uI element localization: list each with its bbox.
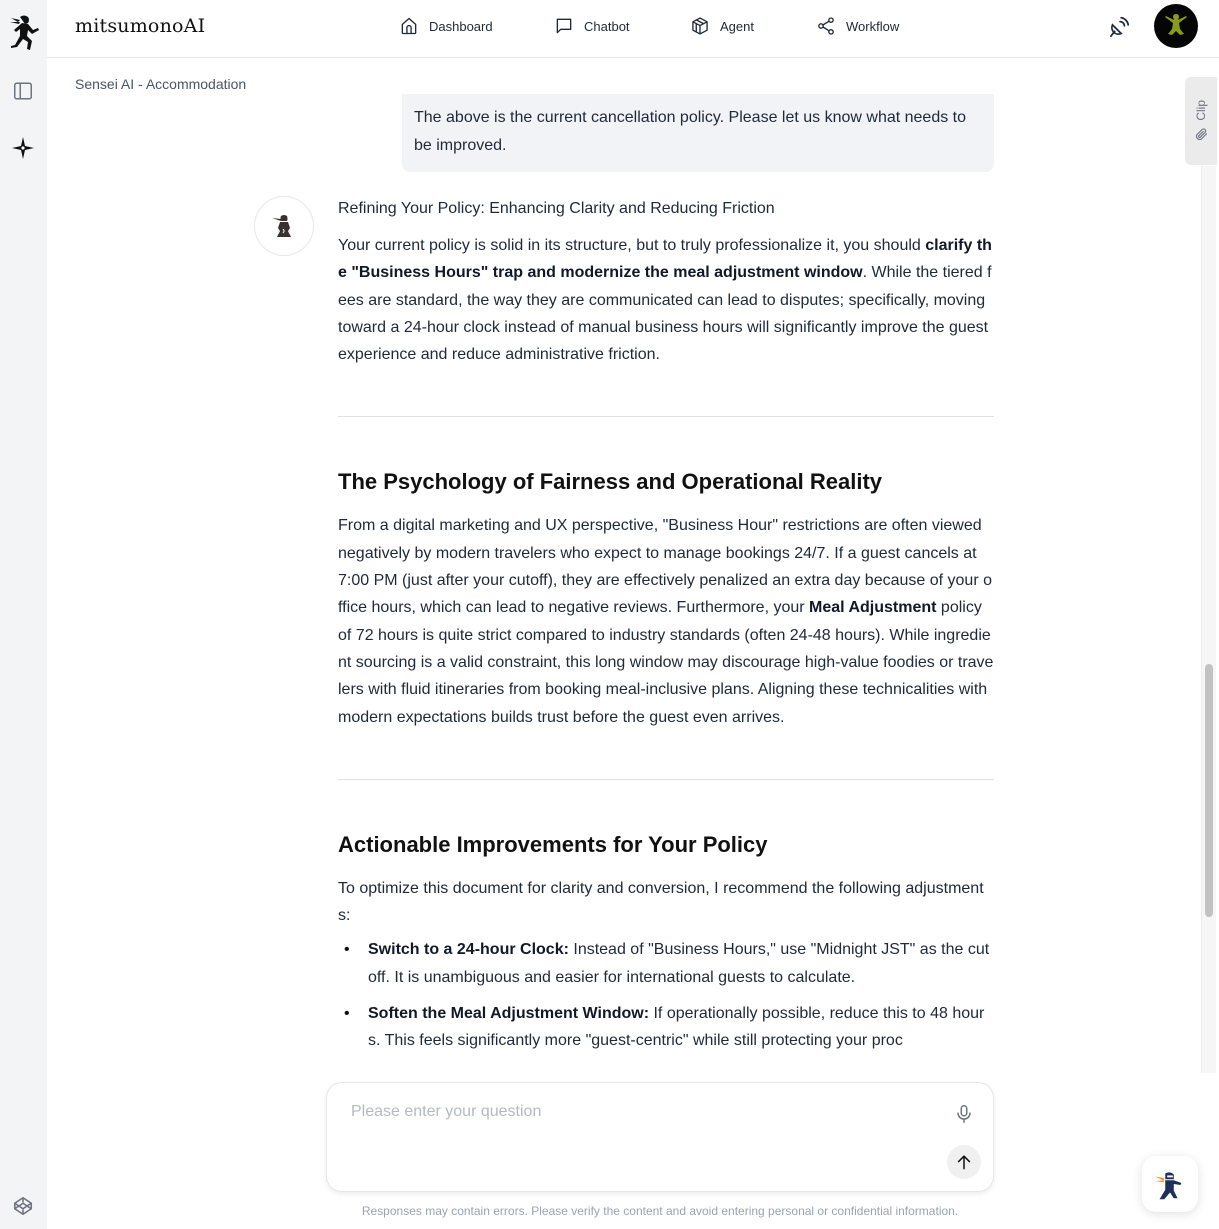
section-divider	[338, 416, 994, 417]
user-message: The above is the current cancellation policy. Please let us know what needs to be improved.	[402, 94, 994, 172]
answer-title: Refining Your Policy: Enhancing Clarity and Reducing Friction	[338, 200, 775, 217]
clip-label: Clip	[1194, 100, 1208, 121]
microphone-icon	[953, 1103, 975, 1125]
nav-agent[interactable]	[690, 16, 754, 36]
section-divider	[338, 779, 994, 780]
nav-dashboard-label: Dashboard	[429, 18, 493, 34]
shuriken-star-icon[interactable]	[10, 135, 36, 161]
answer-intro-bold: clarify the "Business Hours" trap and modernize the meal adjustment window	[338, 237, 992, 282]
top-header	[47, 0, 1219, 58]
brand-name[interactable]: mitsumonoAI	[75, 15, 206, 37]
meal-adjustment-bold: Meal Adjustment	[809, 599, 937, 617]
home-icon	[399, 16, 419, 36]
nav-agent-label: Agent	[720, 18, 754, 34]
satellite-signal-icon[interactable]	[1106, 14, 1132, 40]
nav-workflow-label: Workflow	[846, 18, 900, 34]
ninja-assistant-icon	[1151, 1165, 1189, 1203]
ninja-logo-icon[interactable]	[6, 12, 40, 50]
list-item: • Switch to a 24-hour Clock: Instead of "Business Hours," use "Midnight JST" as the cutoff. It is unambiguous and easier for international guests to calculate.	[338, 936, 994, 991]
section-improvements-intro: To optimize this document for clarity and conversion, I recommend the following adjustments:	[338, 879, 984, 925]
improvements-list	[338, 936, 994, 1054]
disclaimer-text: Responses may contain errors. Please verify the content and avoid entering personal or confidential information.	[361, 1204, 959, 1218]
scrollbar-track[interactable]	[1201, 166, 1216, 1073]
send-button[interactable]	[947, 1145, 981, 1179]
answer-intro: Your current policy is solid in its structure, but to truly professionalize it, you should clarify the "Business Hours" trap and modernize the meal adjustment window. While the tiered fees are standard, the way they are communicated can lead to disputes; specifically, moving toward a 24-hour clock instead of manual business hours will significantly improve the guest experience and reduce administrative friction.	[338, 237, 992, 364]
left-rail	[0, 0, 47, 1229]
nav-chatbot[interactable]	[554, 16, 630, 36]
scrollbar-thumb[interactable]	[1205, 664, 1213, 917]
cube-icon	[690, 16, 710, 36]
arrow-up-icon	[954, 1152, 974, 1172]
nav-dashboard[interactable]	[399, 16, 493, 36]
section-heading-psychology: The Psychology of Fairness and Operational Reality	[338, 469, 883, 495]
nav-chatbot-label: Chatbot	[584, 18, 630, 34]
list-item: • Soften the Meal Adjustment Window: If operationally possible, reduce this to 48 hours. This feels significantly more "guest-centric" while still protecting your proc	[338, 1000, 994, 1055]
ninja-assistant-button[interactable]	[1142, 1156, 1198, 1212]
clip-tab[interactable]	[1185, 77, 1217, 165]
share-nodes-icon	[816, 16, 836, 36]
conversation-area	[47, 59, 1219, 1073]
paperclip-icon	[1194, 127, 1209, 142]
chat-bubble-icon	[554, 16, 574, 36]
microphone-button[interactable]	[952, 1101, 976, 1127]
codepen-cube-icon[interactable]	[10, 1193, 36, 1219]
breadcrumb[interactable]: Sensei AI - Accommodation	[75, 76, 247, 92]
user-avatar[interactable]	[1154, 4, 1198, 48]
section-heading-improvements: Actionable Improvements for Your Policy	[338, 831, 768, 857]
question-input[interactable]	[351, 1103, 931, 1163]
nav-workflow[interactable]	[816, 16, 899, 36]
sidebar-toggle-icon[interactable]	[10, 78, 36, 104]
assistant-answer	[338, 197, 994, 1064]
section-psychology-body: From a digital marketing and UX perspective, "Business Hour" restrictions are often viewed negatively by modern travelers who expect to manage bookings 24/7. If a guest cancels at 7:00 PM (just after your cutoff), they are effectively penalized an extra day because of your office hours, which can lead to negative reviews. Furthermore, your Meal Adjustment policy of 72 hours is quite strict compared to industry standards (often 24-48 hours). While ingredient sourcing is a valid constraint, this long window may discourage high-value foodies or travelers with fluid itineraries from booking meal-inclusive plans. Aligning these technicalities with modern expectations builds trust before the guest even arrives.	[338, 517, 994, 726]
bot-avatar	[254, 196, 314, 256]
chat-input-box	[326, 1082, 994, 1192]
sensei-ninja-icon	[268, 210, 300, 242]
